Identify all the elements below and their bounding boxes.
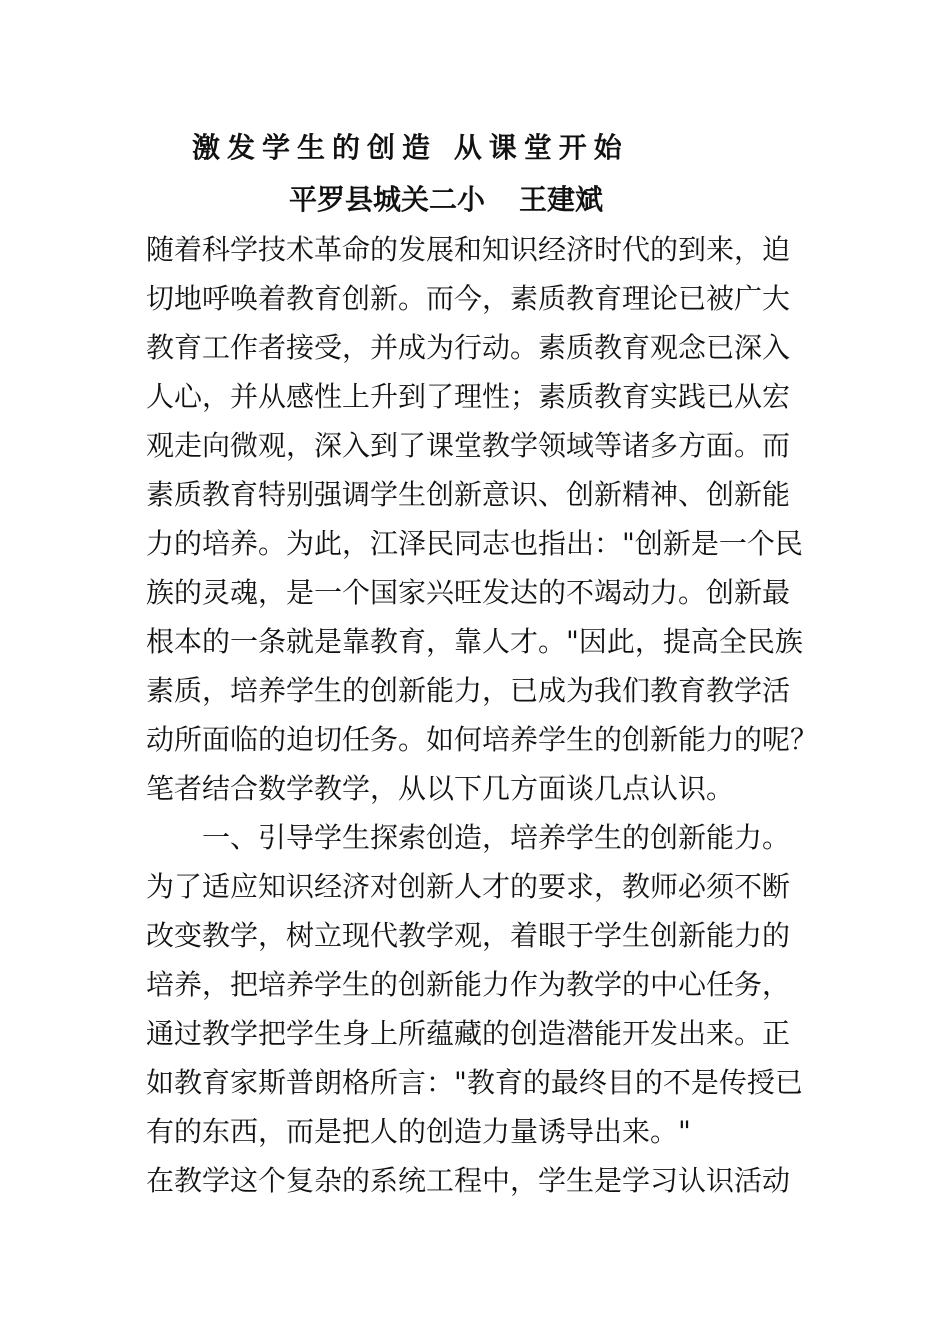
body-line: 培养，把培养学生的创新能力作为教学的中心任务， <box>146 968 791 1001</box>
body-line: 为了适应知识经济对创新人才的要求，教师必须不断 <box>146 870 791 903</box>
body-line: 动所面临的迫切任务。如何培养学生的创新能力的呢？ <box>146 723 819 756</box>
body-line: 随着科学技术革命的发展和知识经济时代的到来，迫 <box>146 233 791 266</box>
body-line: 族的灵魂，是一个国家兴旺发达的不竭动力。创新最 <box>146 576 791 609</box>
body-line: 教育工作者接受，并成为行动。素质教育观念已深入 <box>146 331 791 364</box>
body-line: 素质教育特别强调学生创新意识、创新精神、创新能 <box>146 478 791 511</box>
body-line: 如教育家斯普朗格所言："教育的最终目的不是传授已 <box>146 1066 803 1099</box>
author-name: 王建斌 <box>519 183 604 216</box>
body-line: 改变教学，树立现代教学观，着眼于学生创新能力的 <box>146 919 791 952</box>
body-line: 有的东西，而是把人的创造力量诱导出来。" <box>146 1115 691 1148</box>
body-line: 切地呼唤着教育创新。而今，素质教育理论已被广大 <box>146 282 791 315</box>
document-title: 激发学生的创造 从课堂开始 <box>192 131 629 164</box>
author-school: 平罗县城关二小 <box>289 183 486 216</box>
body-line: 笔者结合数学教学，从以下几方面谈几点认识。 <box>146 772 735 805</box>
body-line: 根本的一条就是靠教育，靠人才。"因此，提高全民族 <box>146 625 803 658</box>
body-line: 力的培养。为此，江泽民同志也指出："创新是一个民 <box>146 527 803 560</box>
body-line: 观走向微观，深入到了课堂教学领域等诸多方面。而 <box>146 429 791 462</box>
author-line <box>289 180 603 220</box>
body-line: 通过教学把学生身上所蕴藏的创造潜能开发出来。正 <box>146 1017 791 1050</box>
body-line: 在教学这个复杂的系统工程中，学生是学习认识活动 <box>146 1164 791 1197</box>
section-heading: 一、引导学生探索创造，培养学生的创新能力。 <box>202 821 791 854</box>
body-line: 素质，培养学生的创新能力，已成为我们教育教学活 <box>146 674 791 707</box>
body-line: 人心，并从感性上升到了理性；素质教育实践已从宏 <box>146 380 791 413</box>
